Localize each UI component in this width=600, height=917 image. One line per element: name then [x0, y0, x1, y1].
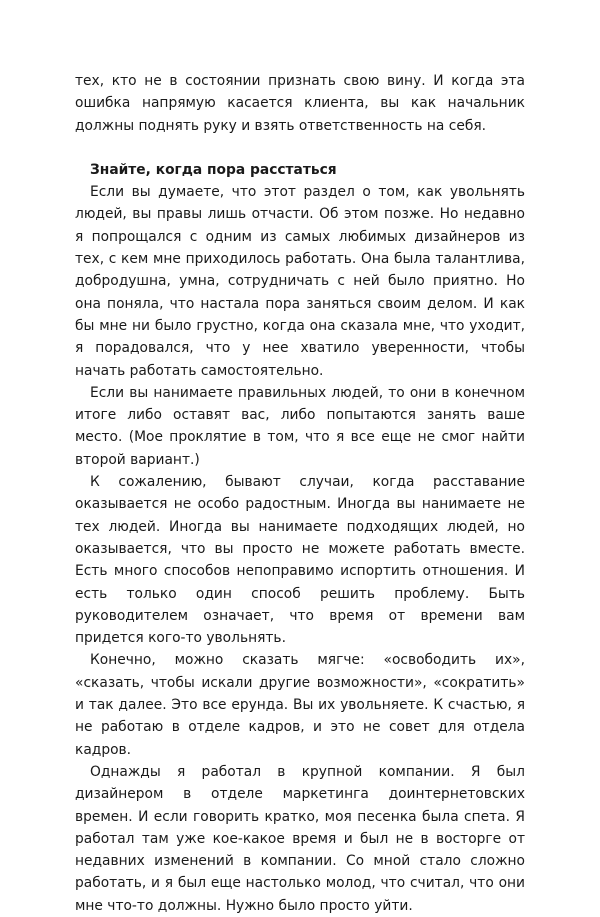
page-text-column [75, 70, 525, 917]
body-paragraph: Конечно, можно сказать мягче: «освободить их», «сказать, чтобы искали другие возможности», «сократить» и так далее. Это все ерунда. Вы их увольняете. К счастью, я не работаю в отделе кадров, и это не совет для отдела кадров. [75, 652, 525, 758]
intro-paragraph: тех, кто не в состоянии признать свою вину. И когда эта ошибка напрямую касается клиента, вы как начальник должны поднять руку и взять ответственность на себя. [75, 73, 525, 134]
body-paragraph: Если вы нанимаете правильных людей, то они в конечном итоге либо оставят вас, либо попытаются занять ваше место. (Мое проклятие в том, что я все еще не смог найти второй вариант.) [75, 384, 525, 468]
body-paragraph: Если вы думаете, что этот раздел о том, как увольнять людей, вы правы лишь отчасти. Об этом позже. Но недавно я попрощался с одним из самых любимых дизайнеров из тех, с кем мне приходилось работать. Она была талантлива, добродушна, умна, сотрудничать с ней было приятно. Но она поняла, что настала пора заняться своим делом. И как бы мне ни было грустно, когда она сказала мне, что уходит, я порадовался, что у нее хватило уверенности, чтобы начать работать самостоятельно. [75, 184, 525, 379]
section-heading: Знайте, когда пора расстаться [90, 161, 337, 178]
body-paragraph: К сожалению, бывают случаи, когда расставание оказывается не особо радостным. Иногда вы нанимаете не тех людей. Иногда вы нанимаете подходящих людей, но оказывается, что вы просто не можете работать вместе. Есть много способов непоправимо испортить отношения. И есть только один способ решить проблему. Быть руководителем означает, что время от времени вам придется кого-то увольнять. [75, 474, 525, 647]
body-paragraph: Однажды я работал в крупной компании. Я был дизайнером в отделе маркетинга доинтернетовских времен. И если говорить кратко, моя песенка была спета. Я работал там уже кое-какое время и был не в восторге от недавних изменений в компании. Со мной стало сложно работать, и я был еще настолько молод, что считал, что они мне что-то должны. Нужно было просто уйти. [75, 763, 525, 914]
